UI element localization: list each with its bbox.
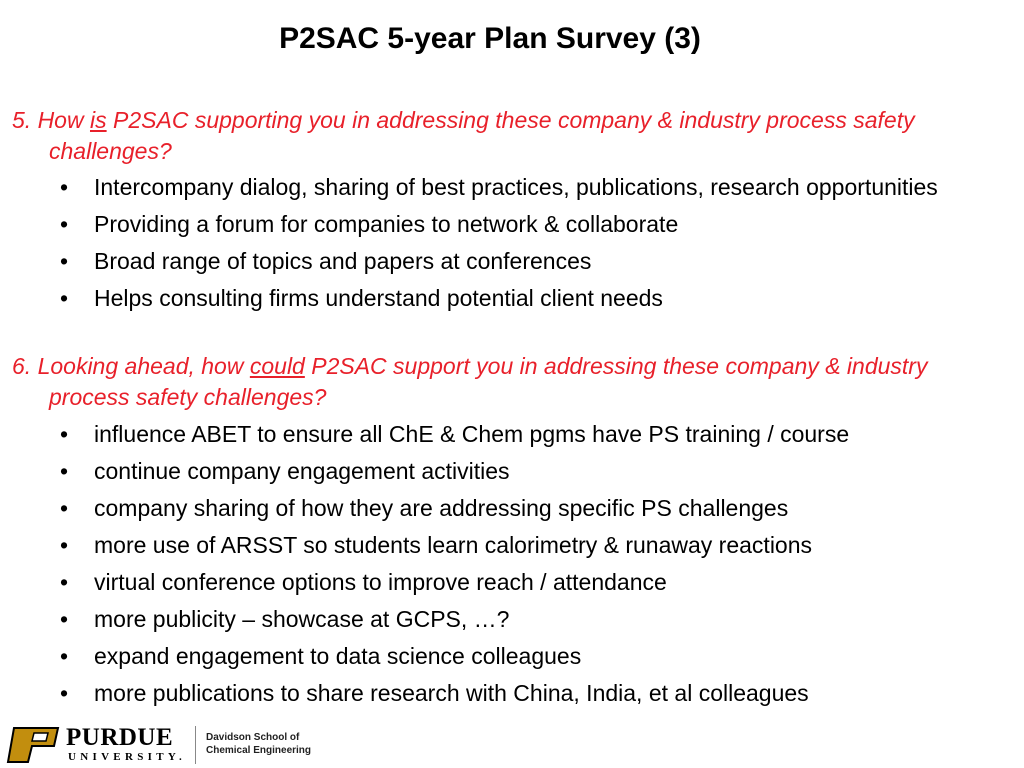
list-item — [60, 246, 960, 277]
purdue-wordmark: PURDUE — [66, 724, 174, 751]
question-5-emphasis: is — [89, 107, 107, 133]
list-item — [60, 209, 960, 240]
list-item — [60, 530, 960, 561]
slide-title: P2SAC 5-year Plan Survey (3) — [279, 22, 701, 55]
list-item — [60, 172, 960, 203]
answer-text: company sharing of how they are addressing specific PS challenges — [94, 495, 789, 521]
department-line-1: Davidson School of — [206, 732, 300, 743]
question-6-before: 6. Looking ahead, how — [12, 353, 250, 379]
bullet-icon: • — [60, 495, 69, 521]
purdue-p-icon — [6, 724, 64, 764]
question-6-after: P2SAC support you in addressing these company & industry process safety challenges? — [49, 353, 928, 410]
answer-text: Providing a forum for companies to network & collaborate — [94, 211, 679, 237]
list-item — [60, 604, 960, 635]
question-5 — [12, 105, 1009, 167]
bullet-icon: • — [60, 532, 69, 558]
purdue-university-text: UNIVERSITY. — [68, 751, 187, 763]
department-name — [206, 731, 311, 757]
bullet-icon: • — [60, 421, 69, 447]
list-item — [60, 456, 960, 487]
list-item — [60, 678, 960, 709]
answer-text: more publications to share research with China, India, et al colleagues — [94, 680, 809, 706]
bullet-icon: • — [60, 458, 69, 484]
department-line-2: Chemical Engineering — [206, 745, 312, 756]
question-6-emphasis: could — [249, 353, 305, 379]
list-item — [60, 567, 960, 598]
bullet-icon: • — [60, 643, 69, 669]
bullet-icon: • — [60, 606, 69, 632]
list-item — [60, 641, 960, 672]
footer-logo — [0, 720, 320, 768]
answers-5-list — [60, 172, 960, 320]
list-item — [60, 283, 960, 314]
answer-text: expand engagement to data science colleagues — [94, 643, 582, 669]
bullet-icon: • — [60, 569, 69, 595]
bullet-icon: • — [60, 211, 69, 237]
logo-divider — [195, 726, 196, 764]
list-item — [60, 493, 960, 524]
answer-text: Helps consulting firms understand potential client needs — [94, 285, 663, 311]
answer-text: influence ABET to ensure all ChE & Chem pgms have PS training / course — [94, 421, 850, 447]
answer-text: continue company engagement activities — [94, 458, 510, 484]
answers-6-list — [60, 419, 960, 715]
bullet-icon: • — [60, 285, 69, 311]
bullet-icon: • — [60, 680, 69, 706]
bullet-icon: • — [60, 174, 69, 200]
answer-text: virtual conference options to improve reach / attendance — [94, 569, 667, 595]
bullet-icon: • — [60, 248, 69, 274]
question-5-after: P2SAC supporting you in addressing these company & industry process safety challenges? — [49, 107, 915, 164]
answer-text: more use of ARSST so students learn calorimetry & runaway reactions — [94, 532, 813, 558]
answer-text: Intercompany dialog, sharing of best practices, publications, research opportunities — [94, 174, 938, 200]
question-5-before: 5. How — [12, 107, 90, 133]
list-item — [60, 419, 960, 450]
answer-text: Broad range of topics and papers at conferences — [94, 248, 592, 274]
question-6 — [12, 351, 1009, 413]
answer-text: more publicity – showcase at GCPS, …? — [94, 606, 510, 632]
